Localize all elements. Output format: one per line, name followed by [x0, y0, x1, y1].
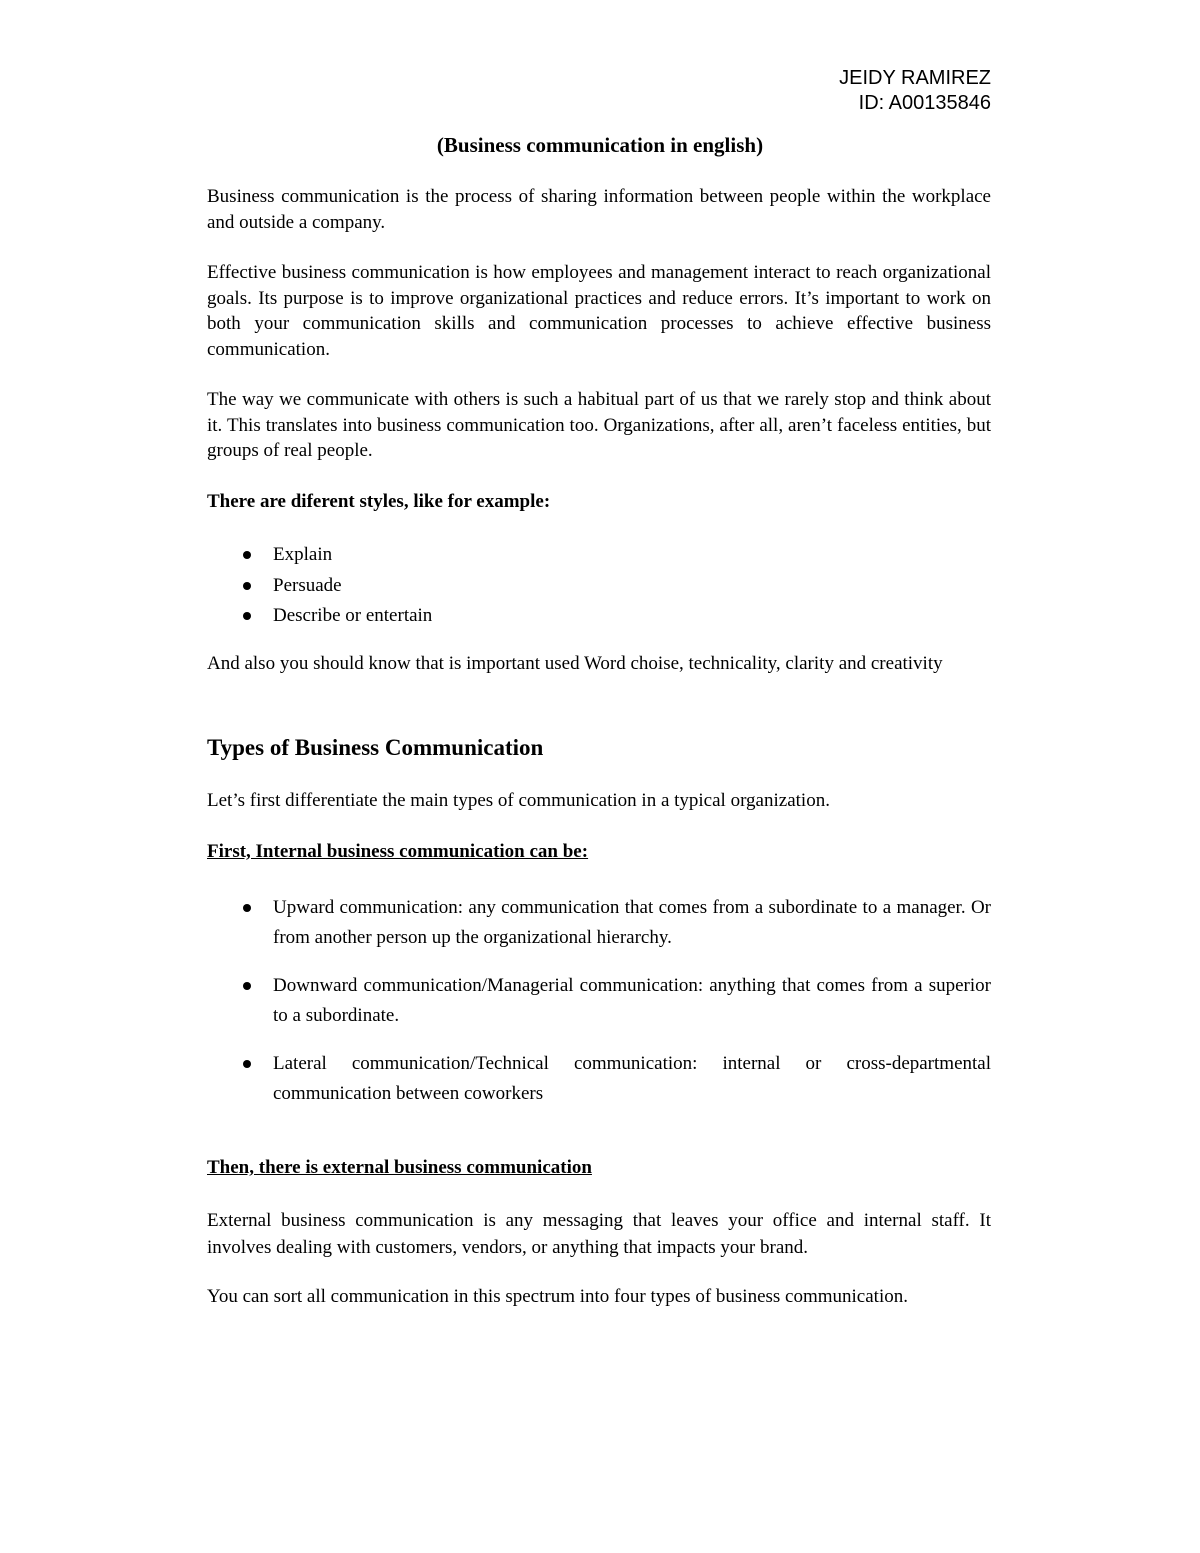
bullet-icon: [243, 551, 251, 559]
list-item-text: Downward communication/Managerial communication: anything that comes from a superior to a subordinate.: [273, 975, 991, 1026]
external-heading: Then, there is external business communication: [207, 1157, 592, 1178]
styles-heading: There are diferent styles, like for example:: [207, 491, 551, 512]
bullet-icon: [243, 582, 251, 590]
bullet-icon: [243, 1060, 251, 1068]
paragraph-text: Business communication is the process of sharing information between people within the workplace and outside a company.: [207, 186, 991, 233]
document-title: (Business communication in english): [436, 133, 764, 157]
types-intro: [207, 788, 991, 814]
internal-list: [207, 893, 991, 1109]
list-item-text: Describe or entertain: [273, 605, 433, 626]
paragraph-word-choice: [207, 649, 991, 678]
list-item: [207, 540, 991, 571]
author-header: [839, 66, 991, 116]
paragraph-text: The way we communicate with others is such a habitual part of us that we rarely stop and think about it. This translates into business communication too. Organizations, after all, aren’t faceless entities, but groups of real people.: [207, 389, 991, 461]
styles-list: [207, 540, 991, 632]
external-paragraph: [207, 1207, 991, 1261]
list-item-text: Explain: [273, 544, 333, 565]
bullet-icon: [243, 612, 251, 620]
paragraph-text: Effective business communication is how employees and management interact to reach organizational goals. Its purpose is to improve organizational practices and reduce errors. It’s important to work on both your communication skills and communication processes to achieve effective business communication.: [207, 262, 991, 360]
list-item: [207, 601, 991, 632]
list-item: [207, 571, 991, 602]
paragraph-text: Let’s first differentiate the main types of communication in a typical organization.: [207, 790, 830, 811]
author-id: ID: A00135846: [858, 92, 991, 114]
list-item-text: Lateral communication/Technical communication: internal or cross-departmental communication between coworkers: [273, 1053, 991, 1104]
list-item-text: Upward communication: any communication that comes from a subordinate to a manager. Or from another person up the organizational hierarchy.: [273, 897, 991, 948]
paragraph-text: You can sort all communication in this spectrum into four types of business communication.: [207, 1286, 908, 1307]
types-heading: Types of Business Communication: [207, 735, 544, 760]
bullet-icon: [243, 982, 251, 990]
external-spectrum-paragraph: [207, 1284, 991, 1310]
list-item: [207, 1049, 991, 1109]
author-name: JEIDY RAMIREZ: [839, 67, 991, 89]
paragraph-definition: [207, 184, 991, 235]
list-item-text: Persuade: [273, 574, 342, 596]
paragraph-effective: [207, 260, 991, 362]
list-item: [207, 971, 991, 1031]
bullet-icon: [243, 904, 251, 912]
internal-heading: First, Internal business communication can be:: [207, 841, 589, 862]
list-item: [207, 893, 991, 953]
paragraph-habitual: [207, 387, 991, 464]
paragraph-text: And also you should know that is important used Word choise, technicality, clarity and creativity: [207, 653, 943, 674]
paragraph-text: External business communication is any messaging that leaves your office and internal staff. It involves dealing with customers, vendors, or anything that impacts your brand.: [207, 1210, 991, 1258]
